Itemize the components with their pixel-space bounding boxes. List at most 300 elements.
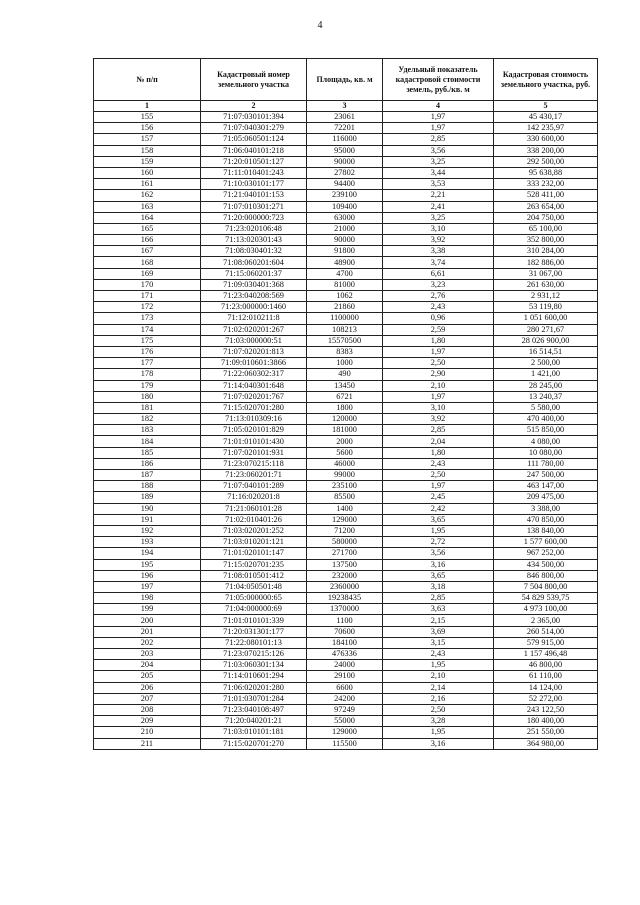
area-cell: 108213 [307, 324, 383, 335]
cadastral-value-cell: 2 500,00 [494, 358, 598, 369]
row-number-cell: 179 [94, 380, 201, 391]
unit-value-cell: 3,16 [383, 738, 494, 749]
row-number-cell: 183 [94, 425, 201, 436]
unit-value-cell: 3,15 [383, 637, 494, 648]
row-number-cell: 208 [94, 704, 201, 715]
area-cell: 71200 [307, 525, 383, 536]
cadastral-value-cell: 4 080,00 [494, 436, 598, 447]
area-cell: 15570500 [307, 335, 383, 346]
table-row [94, 570, 598, 581]
area-cell: 1100 [307, 615, 383, 626]
unit-value-cell: 2,50 [383, 470, 494, 481]
area-cell: 1370000 [307, 604, 383, 615]
area-cell: 116000 [307, 134, 383, 145]
cadastral-value-cell: 528 411,00 [494, 190, 598, 201]
cadastral-table [93, 58, 598, 750]
cadastral-id-cell: 71:05:000000:65 [201, 593, 307, 604]
area-cell: 1400 [307, 503, 383, 514]
area-cell: 181000 [307, 425, 383, 436]
area-cell: 97249 [307, 704, 383, 715]
cadastral-id-cell: 71:22:060302:317 [201, 369, 307, 380]
cadastral-id-cell: 71:21:040101:153 [201, 190, 307, 201]
row-number-cell: 185 [94, 447, 201, 458]
table-row [94, 514, 598, 525]
cadastral-value-cell: 95 638,88 [494, 167, 598, 178]
table-row [94, 156, 598, 167]
unit-value-cell: 3,56 [383, 548, 494, 559]
area-cell: 137500 [307, 559, 383, 570]
cadastral-id-cell: 71:20:010501:127 [201, 156, 307, 167]
cadastral-value-cell: 243 122,50 [494, 704, 598, 715]
cadastral-id-cell: 71:08:010501:412 [201, 570, 307, 581]
cadastral-value-cell: 330 600,00 [494, 134, 598, 145]
row-number-cell: 160 [94, 167, 201, 178]
table-row [94, 738, 598, 749]
area-cell: 239100 [307, 190, 383, 201]
table-row [94, 190, 598, 201]
area-cell: 2000 [307, 436, 383, 447]
row-number-cell: 194 [94, 548, 201, 559]
table-row [94, 291, 598, 302]
row-number-cell: 210 [94, 727, 201, 738]
row-number-cell: 165 [94, 223, 201, 234]
cadastral-id-cell: 71:09:030401:368 [201, 279, 307, 290]
unit-value-cell: 3,69 [383, 626, 494, 637]
row-number-cell: 182 [94, 414, 201, 425]
unit-value-cell: 1,80 [383, 335, 494, 346]
cadastral-value-cell: 180 400,00 [494, 716, 598, 727]
cadastral-id-cell: 71:23:060201:71 [201, 470, 307, 481]
unit-value-cell: 2,90 [383, 369, 494, 380]
cadastral-id-cell: 71:03:010101:181 [201, 727, 307, 738]
unit-value-cell: 3,25 [383, 212, 494, 223]
cadastral-id-cell: 71:03:060301:134 [201, 660, 307, 671]
cadastral-value-cell: 251 550,00 [494, 727, 598, 738]
area-cell: 99000 [307, 470, 383, 481]
cadastral-value-cell: 352 800,00 [494, 235, 598, 246]
row-number-cell: 199 [94, 604, 201, 615]
row-number-cell: 206 [94, 682, 201, 693]
cadastral-value-cell: 333 232,00 [494, 179, 598, 190]
cadastral-id-cell: 71:07:040101:289 [201, 481, 307, 492]
row-number-cell: 190 [94, 503, 201, 514]
table-row [94, 649, 598, 660]
unit-value-cell: 2,85 [383, 425, 494, 436]
cadastral-id-cell: 71:06:040101:218 [201, 145, 307, 156]
cadastral-value-cell: 515 850,00 [494, 425, 598, 436]
area-cell: 13450 [307, 380, 383, 391]
table-row [94, 682, 598, 693]
row-number-cell: 184 [94, 436, 201, 447]
cadastral-value-cell: 5 580,00 [494, 402, 598, 413]
area-cell: 490 [307, 369, 383, 380]
area-cell: 90000 [307, 156, 383, 167]
cadastral-value-cell: 28 026 900,00 [494, 335, 598, 346]
cadastral-id-cell: 71:05:060501:124 [201, 134, 307, 145]
row-number-cell: 192 [94, 525, 201, 536]
row-number-cell: 196 [94, 570, 201, 581]
row-number-cell: 198 [94, 593, 201, 604]
row-number-cell: 170 [94, 279, 201, 290]
area-cell: 19238435 [307, 593, 383, 604]
table-row [94, 223, 598, 234]
row-number-cell: 172 [94, 302, 201, 313]
area-cell: 580000 [307, 537, 383, 548]
unit-value-cell: 1,97 [383, 112, 494, 123]
cadastral-value-cell: 846 800,00 [494, 570, 598, 581]
cadastral-value-cell: 263 654,00 [494, 201, 598, 212]
unit-value-cell: 3,16 [383, 559, 494, 570]
cadastral-id-cell: 71:04:000000:69 [201, 604, 307, 615]
cadastral-id-cell: 71:23:070215:126 [201, 649, 307, 660]
header-cadastral-id: Кадастровый номер земельного участка [201, 59, 307, 101]
cadastral-id-cell: 71:15:060201:37 [201, 268, 307, 279]
area-cell: 1062 [307, 291, 383, 302]
cadastral-id-cell: 71:22:080101:13 [201, 637, 307, 648]
unit-value-cell: 1,97 [383, 481, 494, 492]
table-row [94, 436, 598, 447]
cadastral-id-cell: 71:20:031301:177 [201, 626, 307, 637]
cadastral-value-cell: 1 577 600,00 [494, 537, 598, 548]
table-row [94, 257, 598, 268]
area-cell: 271700 [307, 548, 383, 559]
area-cell: 91800 [307, 246, 383, 257]
cadastral-id-cell: 71:02:020201:267 [201, 324, 307, 335]
page-number: 4 [317, 20, 323, 31]
cadastral-value-cell: 13 240,37 [494, 391, 598, 402]
table-row [94, 660, 598, 671]
unit-value-cell: 3,56 [383, 145, 494, 156]
table-row [94, 425, 598, 436]
unit-value-cell: 2,16 [383, 693, 494, 704]
area-cell: 21000 [307, 223, 383, 234]
area-cell: 85500 [307, 492, 383, 503]
cadastral-id-cell: 71:06:020201:280 [201, 682, 307, 693]
table-row [94, 212, 598, 223]
area-cell: 24200 [307, 693, 383, 704]
table-row [94, 145, 598, 156]
area-cell: 232000 [307, 570, 383, 581]
header-area: Площадь, кв. м [307, 59, 383, 101]
cadastral-value-cell: 7 504 800,00 [494, 581, 598, 592]
table-row [94, 492, 598, 503]
area-cell: 184100 [307, 637, 383, 648]
unit-value-cell: 2,76 [383, 291, 494, 302]
cadastral-value-cell: 280 271,67 [494, 324, 598, 335]
cadastral-value-cell: 142 235,97 [494, 123, 598, 134]
column-number: 1 [94, 101, 201, 112]
table-row [94, 727, 598, 738]
row-number-cell: 186 [94, 458, 201, 469]
header-unit-value: Удельный показатель кадастровой стоимости земель, руб./кв. м [383, 59, 494, 101]
area-cell: 2360000 [307, 581, 383, 592]
unit-value-cell: 2,04 [383, 436, 494, 447]
cadastral-id-cell: 71:01:010101:339 [201, 615, 307, 626]
row-number-cell: 168 [94, 257, 201, 268]
cadastral-id-cell: 71:12:010211:8 [201, 313, 307, 324]
table-row [94, 716, 598, 727]
cadastral-id-cell: 71:14:040301:648 [201, 380, 307, 391]
cadastral-value-cell: 261 630,00 [494, 279, 598, 290]
area-cell: 70600 [307, 626, 383, 637]
table-row [94, 637, 598, 648]
area-cell: 81000 [307, 279, 383, 290]
cadastral-id-cell: 71:08:030401:32 [201, 246, 307, 257]
row-number-cell: 207 [94, 693, 201, 704]
cadastral-id-cell: 71:03:010201:121 [201, 537, 307, 548]
unit-value-cell: 3,92 [383, 414, 494, 425]
unit-value-cell: 3,10 [383, 223, 494, 234]
row-number-cell: 173 [94, 313, 201, 324]
cadastral-id-cell: 71:23:070215:118 [201, 458, 307, 469]
unit-value-cell: 1,97 [383, 346, 494, 357]
cadastral-id-cell: 71:23:040108:497 [201, 704, 307, 715]
area-cell: 55000 [307, 716, 383, 727]
cadastral-id-cell: 71:07:020201:813 [201, 346, 307, 357]
unit-value-cell: 1,95 [383, 727, 494, 738]
cadastral-value-cell: 45 430,17 [494, 112, 598, 123]
cadastral-value-cell: 470 400,00 [494, 414, 598, 425]
row-number-cell: 203 [94, 649, 201, 660]
unit-value-cell: 3,53 [383, 179, 494, 190]
cadastral-value-cell: 204 750,00 [494, 212, 598, 223]
cadastral-value-cell: 52 272,00 [494, 693, 598, 704]
cadastral-id-cell: 71:15:020701:270 [201, 738, 307, 749]
cadastral-value-cell: 260 514,00 [494, 626, 598, 637]
unit-value-cell: 3,92 [383, 235, 494, 246]
cadastral-id-cell: 71:20:040201:21 [201, 716, 307, 727]
area-cell: 23061 [307, 112, 383, 123]
table-row [94, 447, 598, 458]
table-row [94, 134, 598, 145]
row-number-cell: 174 [94, 324, 201, 335]
unit-value-cell: 2,41 [383, 201, 494, 212]
row-number-cell: 191 [94, 514, 201, 525]
cadastral-id-cell: 71:14:010601:294 [201, 671, 307, 682]
header-row [94, 59, 598, 101]
table-row [94, 268, 598, 279]
cadastral-value-cell: 16 514,51 [494, 346, 598, 357]
column-number-row [94, 101, 598, 112]
row-number-cell: 162 [94, 190, 201, 201]
cadastral-value-cell: 1 157 496,48 [494, 649, 598, 660]
table-row [94, 581, 598, 592]
row-number-cell: 211 [94, 738, 201, 749]
cadastral-value-cell: 54 829 539,75 [494, 593, 598, 604]
area-cell: 27802 [307, 167, 383, 178]
cadastral-value-cell: 2 931,12 [494, 291, 598, 302]
table-row [94, 179, 598, 190]
row-number-cell: 200 [94, 615, 201, 626]
row-number-cell: 156 [94, 123, 201, 134]
row-number-cell: 180 [94, 391, 201, 402]
cadastral-value-cell: 4 973 100,00 [494, 604, 598, 615]
unit-value-cell: 1,95 [383, 525, 494, 536]
cadastral-id-cell: 71:03:020201:252 [201, 525, 307, 536]
row-number-cell: 155 [94, 112, 201, 123]
unit-value-cell: 3,25 [383, 156, 494, 167]
row-number-cell: 181 [94, 402, 201, 413]
unit-value-cell: 1,97 [383, 123, 494, 134]
cadastral-id-cell: 71:07:020201:767 [201, 391, 307, 402]
cadastral-value-cell: 2 365,00 [494, 615, 598, 626]
cadastral-id-cell: 71:23:040208:569 [201, 291, 307, 302]
unit-value-cell: 2,10 [383, 671, 494, 682]
table-row [94, 112, 598, 123]
unit-value-cell: 3,65 [383, 514, 494, 525]
unit-value-cell: 2,45 [383, 492, 494, 503]
cadastral-id-cell: 71:07:030101:394 [201, 112, 307, 123]
cadastral-value-cell: 579 915,00 [494, 637, 598, 648]
header-cadastral-value: Кадастровая стоимость земельного участка, руб. [494, 59, 598, 101]
cadastral-value-cell: 182 886,00 [494, 257, 598, 268]
area-cell: 94400 [307, 179, 383, 190]
table-row [94, 559, 598, 570]
area-cell: 48900 [307, 257, 383, 268]
table-row [94, 246, 598, 257]
cadastral-value-cell: 46 800,00 [494, 660, 598, 671]
area-cell: 6721 [307, 391, 383, 402]
unit-value-cell: 2,21 [383, 190, 494, 201]
area-cell: 5600 [307, 447, 383, 458]
cadastral-id-cell: 71:07:010301:271 [201, 201, 307, 212]
cadastral-id-cell: 71:15:020701:280 [201, 402, 307, 413]
area-cell: 1100000 [307, 313, 383, 324]
table-row [94, 391, 598, 402]
cadastral-value-cell: 28 245,00 [494, 380, 598, 391]
row-number-cell: 187 [94, 470, 201, 481]
unit-value-cell: 2,50 [383, 704, 494, 715]
cadastral-id-cell: 71:13:010309:16 [201, 414, 307, 425]
unit-value-cell: 2,72 [383, 537, 494, 548]
cadastral-value-cell: 31 067,00 [494, 268, 598, 279]
table-row [94, 313, 598, 324]
unit-value-cell: 2,85 [383, 593, 494, 604]
area-cell: 72201 [307, 123, 383, 134]
area-cell: 63000 [307, 212, 383, 223]
unit-value-cell: 0,96 [383, 313, 494, 324]
area-cell: 29100 [307, 671, 383, 682]
row-number-cell: 163 [94, 201, 201, 212]
row-number-cell: 177 [94, 358, 201, 369]
area-cell: 476336 [307, 649, 383, 660]
area-cell: 95000 [307, 145, 383, 156]
row-number-cell: 189 [94, 492, 201, 503]
cadastral-value-cell: 10 080,00 [494, 447, 598, 458]
cadastral-id-cell: 71:07:040301:279 [201, 123, 307, 134]
cadastral-id-cell: 71:08:060201:604 [201, 257, 307, 268]
unit-value-cell: 2,10 [383, 380, 494, 391]
table-row [94, 458, 598, 469]
area-cell: 6600 [307, 682, 383, 693]
table-row [94, 525, 598, 536]
column-number: 5 [494, 101, 598, 112]
table-row [94, 704, 598, 715]
table-row [94, 167, 598, 178]
header-number: № п/п [94, 59, 201, 101]
table-row [94, 470, 598, 481]
row-number-cell: 209 [94, 716, 201, 727]
cadastral-value-cell: 470 850,00 [494, 514, 598, 525]
table-row [94, 235, 598, 246]
unit-value-cell: 1,80 [383, 447, 494, 458]
table-row [94, 604, 598, 615]
cadastral-value-cell: 967 252,00 [494, 548, 598, 559]
cadastral-id-cell: 71:07:020101:931 [201, 447, 307, 458]
area-cell: 129000 [307, 514, 383, 525]
cadastral-value-cell: 338 200,00 [494, 145, 598, 156]
table-row [94, 279, 598, 290]
unit-value-cell: 2,43 [383, 458, 494, 469]
column-number: 2 [201, 101, 307, 112]
table-row [94, 324, 598, 335]
unit-value-cell: 3,74 [383, 257, 494, 268]
unit-value-cell: 2,15 [383, 615, 494, 626]
row-number-cell: 202 [94, 637, 201, 648]
table-row [94, 481, 598, 492]
row-number-cell: 175 [94, 335, 201, 346]
row-number-cell: 169 [94, 268, 201, 279]
table-row [94, 693, 598, 704]
area-cell: 24000 [307, 660, 383, 671]
area-cell: 90000 [307, 235, 383, 246]
row-number-cell: 166 [94, 235, 201, 246]
cadastral-id-cell: 71:02:010401:26 [201, 514, 307, 525]
cadastral-id-cell: 71:09:010601:3866 [201, 358, 307, 369]
cadastral-value-cell: 111 780,00 [494, 458, 598, 469]
cadastral-value-cell: 434 500,00 [494, 559, 598, 570]
area-cell: 1800 [307, 402, 383, 413]
column-number: 3 [307, 101, 383, 112]
row-number-cell: 178 [94, 369, 201, 380]
cadastral-value-cell: 247 500,00 [494, 470, 598, 481]
cadastral-id-cell: 71:05:020101:829 [201, 425, 307, 436]
table-body [94, 112, 598, 750]
cadastral-id-cell: 71:03:000000:51 [201, 335, 307, 346]
unit-value-cell: 2,14 [383, 682, 494, 693]
unit-value-cell: 2,50 [383, 358, 494, 369]
area-cell: 8383 [307, 346, 383, 357]
cadastral-value-cell: 292 500,00 [494, 156, 598, 167]
area-cell: 4700 [307, 268, 383, 279]
unit-value-cell: 3,23 [383, 279, 494, 290]
cadastral-id-cell: 71:01:020101:147 [201, 548, 307, 559]
row-number-cell: 171 [94, 291, 201, 302]
row-number-cell: 159 [94, 156, 201, 167]
cadastral-id-cell: 71:01:030701:284 [201, 693, 307, 704]
row-number-cell: 167 [94, 246, 201, 257]
cadastral-value-cell: 14 124,00 [494, 682, 598, 693]
cadastral-value-cell: 3 388,00 [494, 503, 598, 514]
cadastral-value-cell: 1 421,00 [494, 369, 598, 380]
unit-value-cell: 2,42 [383, 503, 494, 514]
row-number-cell: 195 [94, 559, 201, 570]
cadastral-value-cell: 310 284,00 [494, 246, 598, 257]
area-cell: 115500 [307, 738, 383, 749]
cadastral-id-cell: 71:04:050501:48 [201, 581, 307, 592]
area-cell: 129000 [307, 727, 383, 738]
table-row [94, 671, 598, 682]
cadastral-id-cell: 71:15:020701:235 [201, 559, 307, 570]
unit-value-cell: 2,43 [383, 649, 494, 660]
table-row [94, 503, 598, 514]
cadastral-value-cell: 138 840,00 [494, 525, 598, 536]
row-number-cell: 197 [94, 581, 201, 592]
cadastral-id-cell: 71:16:020201:8 [201, 492, 307, 503]
unit-value-cell: 3,28 [383, 716, 494, 727]
unit-value-cell: 2,43 [383, 302, 494, 313]
unit-value-cell: 3,38 [383, 246, 494, 257]
